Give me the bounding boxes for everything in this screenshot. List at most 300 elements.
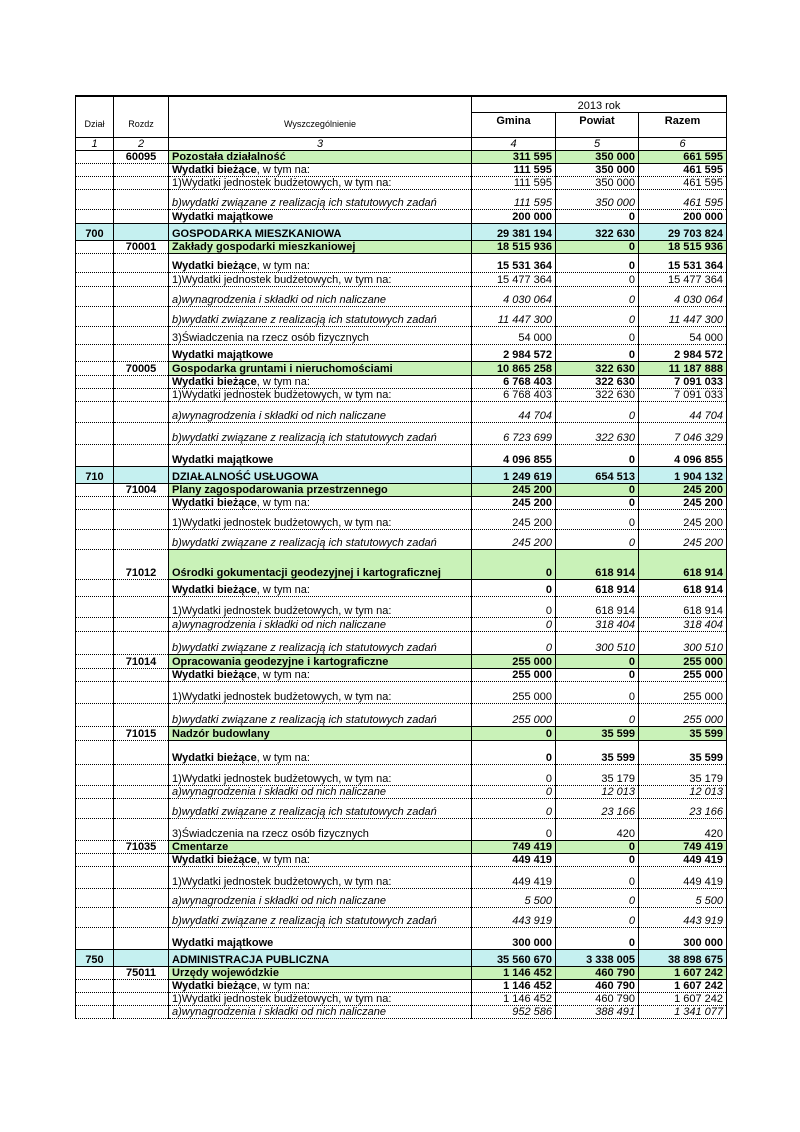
razem-value: 255 000 xyxy=(639,668,727,681)
razem-value: 200 000 xyxy=(639,209,727,223)
description-text: Nadzór budowlany xyxy=(172,727,270,740)
description-text: ADMINISTRACJA PUBLICZNA xyxy=(172,953,330,966)
description-text: GOSPODARKA MIESZKANIOWA xyxy=(172,227,342,240)
description-cell xyxy=(169,388,472,401)
description-cell xyxy=(169,654,472,668)
description-text: 1)Wydatki jednostek budżetowych, w tym na: xyxy=(172,690,392,703)
rozdzial-cell xyxy=(114,818,169,840)
dzial-cell xyxy=(76,654,114,668)
dzial-cell xyxy=(76,150,114,163)
description-cell xyxy=(169,483,472,496)
rozdzial-cell xyxy=(114,422,169,444)
description-text: a)wynagrodzenia i składki od nich naliczane xyxy=(172,1005,387,1018)
rozdzial-cell xyxy=(114,375,169,388)
razem-value: 449 419 xyxy=(639,853,727,866)
table-row xyxy=(76,785,727,798)
gmina-value: 44 704 xyxy=(472,401,556,422)
gmina-value: 18 515 936 xyxy=(472,240,556,253)
gmina-value: 15 531 364 xyxy=(472,253,556,272)
description-cell xyxy=(169,840,472,853)
description-text: Wydatki bieżące xyxy=(172,583,257,596)
razem-value: 749 419 xyxy=(639,840,727,853)
description-text: DZIAŁALNOŚĆ USŁUGOWA xyxy=(172,470,319,483)
rozdzial-row xyxy=(76,654,727,668)
description-text: 1)Wydatki jednostek budżetowych, w tym na: xyxy=(172,992,392,1005)
rozdzial-cell xyxy=(114,286,169,306)
razem-value: 461 595 xyxy=(639,189,727,209)
table-row xyxy=(76,163,727,176)
table-row xyxy=(76,668,727,681)
description-text: Wydatki bieżące xyxy=(172,668,257,681)
description-text: a)wynagrodzenia i składki od nich naliczane xyxy=(172,409,387,422)
table-row xyxy=(76,703,727,726)
table-row xyxy=(76,1005,727,1018)
header-row-year xyxy=(76,96,727,112)
description-suffix: , w tym na: xyxy=(256,496,310,509)
description-cell xyxy=(169,927,472,949)
gmina-value: 0 xyxy=(472,596,556,617)
gmina-value: 255 000 xyxy=(472,668,556,681)
dzial-cell xyxy=(76,286,114,306)
rozdzial-cell: 71012 xyxy=(114,549,169,579)
powiat-value: 0 xyxy=(556,444,639,466)
table-row xyxy=(76,979,727,992)
dzial-cell xyxy=(76,189,114,209)
table-row xyxy=(76,866,727,888)
description-cell xyxy=(169,681,472,703)
powiat-value: 350 000 xyxy=(556,163,639,176)
gmina-value: 952 586 xyxy=(472,1005,556,1018)
gmina-value: 443 919 xyxy=(472,907,556,927)
rozdzial-cell xyxy=(114,306,169,326)
rozdzial-cell xyxy=(114,253,169,272)
dzial-cell xyxy=(76,253,114,272)
description-text: 3)Świadczenia na rzecz osób fizycznych xyxy=(172,331,369,344)
powiat-value: 0 xyxy=(556,344,639,361)
rozdzial-cell xyxy=(114,344,169,361)
col-index: 2 xyxy=(114,137,169,150)
description-suffix: , w tym na: xyxy=(256,751,310,764)
dzial-cell xyxy=(76,272,114,286)
description-text: b)wydatki związane z realizacją ich statutowych zadań xyxy=(172,431,437,444)
gmina-value: 1 146 452 xyxy=(472,992,556,1005)
powiat-value: 0 xyxy=(556,654,639,668)
table-row xyxy=(76,529,727,549)
rozdzial-row xyxy=(76,726,727,740)
col-index: 3 xyxy=(169,137,472,150)
col-rozdz-header: Rozdz xyxy=(114,112,169,137)
dzial-cell xyxy=(76,668,114,681)
description-cell xyxy=(169,785,472,798)
rozdzial-cell xyxy=(114,764,169,785)
description-suffix: , w tym na: xyxy=(256,259,310,272)
gmina-value: 200 000 xyxy=(472,209,556,223)
powiat-value: 322 630 xyxy=(556,223,639,240)
description-cell xyxy=(169,176,472,189)
description-text: Gospodarka gruntami i nieruchomościami xyxy=(172,362,393,375)
gmina-value: 10 865 258 xyxy=(472,361,556,375)
razem-value: 461 595 xyxy=(639,176,727,189)
gmina-value: 111 595 xyxy=(472,189,556,209)
powiat-value: 0 xyxy=(556,509,639,529)
table-row xyxy=(76,189,727,209)
rozdzial-cell xyxy=(114,223,169,240)
gmina-value: 245 200 xyxy=(472,483,556,496)
description-cell xyxy=(169,223,472,240)
powiat-value: 12 013 xyxy=(556,785,639,798)
rozdzial-cell xyxy=(114,209,169,223)
razem-value: 618 914 xyxy=(639,579,727,596)
gmina-value: 0 xyxy=(472,579,556,596)
description-cell xyxy=(169,579,472,596)
table-row xyxy=(76,496,727,509)
razem-value: 1 904 132 xyxy=(639,466,727,483)
rozdzial-cell xyxy=(114,189,169,209)
gmina-value: 11 447 300 xyxy=(472,306,556,326)
table-row xyxy=(76,617,727,631)
powiat-value: 322 630 xyxy=(556,375,639,388)
powiat-value: 0 xyxy=(556,888,639,907)
dzial-cell xyxy=(76,785,114,798)
table-row xyxy=(76,444,727,466)
description-text: Opracowania geodezyjne i kartograficzne xyxy=(172,655,389,668)
description-text: Wydatki bieżące xyxy=(172,163,257,176)
gmina-value: 35 560 670 xyxy=(472,949,556,966)
description-text: Wydatki bieżące xyxy=(172,375,257,388)
dzial-cell xyxy=(76,703,114,726)
rozdzial-cell xyxy=(114,1005,169,1018)
rozdzial-cell xyxy=(114,466,169,483)
description-cell xyxy=(169,740,472,764)
description-text: 1)Wydatki jednostek budżetowych, w tym na: xyxy=(172,875,392,888)
description-cell xyxy=(169,422,472,444)
description-cell xyxy=(169,344,472,361)
dzial-row xyxy=(76,949,727,966)
rozdzial-cell xyxy=(114,927,169,949)
description-text: a)wynagrodzenia i składki od nich naliczane xyxy=(172,894,387,907)
powiat-value: 0 xyxy=(556,326,639,344)
razem-value: 18 515 936 xyxy=(639,240,727,253)
dzial-row xyxy=(76,223,727,240)
table-row xyxy=(76,344,727,361)
table-row xyxy=(76,306,727,326)
rozdzial-cell xyxy=(114,596,169,617)
col-index: 5 xyxy=(556,137,639,150)
rozdzial-cell: 75011 xyxy=(114,966,169,979)
gmina-value: 111 595 xyxy=(472,176,556,189)
description-text: 1)Wydatki jednostek budżetowych, w tym na: xyxy=(172,388,392,401)
dzial-cell xyxy=(76,979,114,992)
gmina-value: 245 200 xyxy=(472,496,556,509)
powiat-value: 350 000 xyxy=(556,176,639,189)
description-cell xyxy=(169,361,472,375)
dzial-cell xyxy=(76,853,114,866)
table-row xyxy=(76,286,727,306)
dzial-cell xyxy=(76,496,114,509)
rozdzial-row xyxy=(76,240,727,253)
powiat-value: 0 xyxy=(556,703,639,726)
rozdzial-cell xyxy=(114,703,169,726)
gmina-value: 255 000 xyxy=(472,703,556,726)
razem-value: 35 599 xyxy=(639,740,727,764)
table-row xyxy=(76,907,727,927)
header-row-columns xyxy=(76,112,727,137)
rozdzial-cell xyxy=(114,388,169,401)
gmina-value: 1 249 619 xyxy=(472,466,556,483)
description-text: b)wydatki związane z realizacją ich statutowych zadań xyxy=(172,805,437,818)
description-cell xyxy=(169,798,472,818)
dzial-cell xyxy=(76,163,114,176)
description-cell xyxy=(169,286,472,306)
dzial-cell xyxy=(76,388,114,401)
description-text: a)wynagrodzenia i składki od nich naliczane xyxy=(172,293,387,306)
description-text: a)wynagrodzenia i składki od nich naliczane xyxy=(172,785,387,798)
description-cell xyxy=(169,949,472,966)
description-cell xyxy=(169,979,472,992)
razem-value: 4 030 064 xyxy=(639,286,727,306)
gmina-value: 6 768 403 xyxy=(472,388,556,401)
dzial-cell xyxy=(76,596,114,617)
description-text: 1)Wydatki jednostek budżetowych, w tym na: xyxy=(172,176,392,189)
description-text: Wydatki majątkowe xyxy=(172,453,274,466)
description-text: Ośrodki gokumentacji geodezyjnej i kartograficznej xyxy=(172,566,441,579)
rozdzial-cell xyxy=(114,798,169,818)
description-text: Urzędy wojewódzkie xyxy=(172,966,279,979)
table-row xyxy=(76,579,727,596)
gmina-value: 245 200 xyxy=(472,509,556,529)
rozdzial-cell: 71004 xyxy=(114,483,169,496)
description-text: Zakłady gospodarki mieszkaniowej xyxy=(172,240,356,253)
rozdzial-cell xyxy=(114,888,169,907)
gmina-value: 300 000 xyxy=(472,927,556,949)
dzial-cell xyxy=(76,209,114,223)
description-cell xyxy=(169,966,472,979)
gmina-value: 1 146 452 xyxy=(472,966,556,979)
gmina-value: 15 477 364 xyxy=(472,272,556,286)
rozdzial-cell: 71035 xyxy=(114,840,169,853)
description-text: 1)Wydatki jednostek budżetowych, w tym na: xyxy=(172,772,392,785)
razem-value: 300 000 xyxy=(639,927,727,949)
description-text: Plany zagospodarowania przestrzennego xyxy=(172,483,388,496)
rozdzial-cell xyxy=(114,163,169,176)
description-cell xyxy=(169,888,472,907)
powiat-value: 35 179 xyxy=(556,764,639,785)
powiat-value: 460 790 xyxy=(556,966,639,979)
razem-value: 44 704 xyxy=(639,401,727,422)
col-razem-header: Razem xyxy=(639,112,727,137)
description-cell xyxy=(169,240,472,253)
gmina-value: 449 419 xyxy=(472,853,556,866)
dzial-cell xyxy=(76,907,114,927)
dzial-cell xyxy=(76,361,114,375)
description-text: Wydatki bieżące xyxy=(172,853,257,866)
gmina-value: 4 096 855 xyxy=(472,444,556,466)
rozdzial-row xyxy=(76,150,727,163)
dzial-cell xyxy=(76,306,114,326)
table-row xyxy=(76,272,727,286)
razem-value: 7 091 033 xyxy=(639,388,727,401)
description-cell xyxy=(169,253,472,272)
table-row xyxy=(76,596,727,617)
rozdzial-cell xyxy=(114,579,169,596)
gmina-value: 0 xyxy=(472,764,556,785)
rozdzial-cell xyxy=(114,509,169,529)
razem-value: 35 179 xyxy=(639,764,727,785)
powiat-value: 420 xyxy=(556,818,639,840)
description-cell xyxy=(169,992,472,1005)
table-row xyxy=(76,888,727,907)
table-row xyxy=(76,388,727,401)
powiat-value: 0 xyxy=(556,668,639,681)
gmina-value: 255 000 xyxy=(472,654,556,668)
rozdzial-cell xyxy=(114,853,169,866)
gmina-value: 245 200 xyxy=(472,529,556,549)
rozdzial-cell xyxy=(114,907,169,927)
description-text: b)wydatki związane z realizacją ich statutowych zadań xyxy=(172,641,437,654)
col-index: 1 xyxy=(76,137,114,150)
dzial-cell xyxy=(76,401,114,422)
description-text: Wydatki majątkowe xyxy=(172,348,274,361)
rozdzial-cell: 71015 xyxy=(114,726,169,740)
powiat-value: 460 790 xyxy=(556,979,639,992)
description-suffix: , w tym na: xyxy=(256,979,310,992)
description-text: a)wynagrodzenia i składki od nich naliczane xyxy=(172,618,387,631)
razem-value: 443 919 xyxy=(639,907,727,927)
description-suffix: , w tym na: xyxy=(256,853,310,866)
col-dzial-header: Dział xyxy=(76,112,114,137)
powiat-value: 460 790 xyxy=(556,992,639,1005)
table-row xyxy=(76,927,727,949)
table-row xyxy=(76,326,727,344)
dzial-cell xyxy=(76,681,114,703)
razem-value: 245 200 xyxy=(639,529,727,549)
description-text: Wydatki bieżące xyxy=(172,496,257,509)
description-text: 1)Wydatki jednostek budżetowych, w tym na: xyxy=(172,516,392,529)
razem-value: 420 xyxy=(639,818,727,840)
razem-value: 300 510 xyxy=(639,631,727,654)
gmina-value: 0 xyxy=(472,798,556,818)
dzial-cell: 700 xyxy=(76,223,114,240)
razem-value: 35 599 xyxy=(639,726,727,740)
dzial-cell xyxy=(76,444,114,466)
description-suffix: , w tym na: xyxy=(256,668,310,681)
rozdzial-row xyxy=(76,966,727,979)
description-cell xyxy=(169,818,472,840)
table-row xyxy=(76,992,727,1005)
gmina-value: 255 000 xyxy=(472,681,556,703)
razem-value: 461 595 xyxy=(639,163,727,176)
rozdzial-cell: 71014 xyxy=(114,654,169,668)
razem-value: 7 091 033 xyxy=(639,375,727,388)
description-cell xyxy=(169,907,472,927)
table-row xyxy=(76,798,727,818)
description-cell xyxy=(169,444,472,466)
razem-value: 11 447 300 xyxy=(639,306,727,326)
description-text: Pozostała działalność xyxy=(172,150,286,163)
description-text: b)wydatki związane z realizacją ich statutowych zadań xyxy=(172,196,437,209)
description-cell xyxy=(169,375,472,388)
razem-value: 255 000 xyxy=(639,654,727,668)
rozdzial-cell xyxy=(114,992,169,1005)
description-text: Wydatki bieżące xyxy=(172,259,257,272)
budget-table xyxy=(75,95,727,1019)
powiat-value: 0 xyxy=(556,496,639,509)
table-row xyxy=(76,681,727,703)
description-text: Wydatki majątkowe xyxy=(172,210,274,223)
razem-value: 4 096 855 xyxy=(639,444,727,466)
description-cell xyxy=(169,509,472,529)
description-cell xyxy=(169,866,472,888)
razem-value: 1 607 242 xyxy=(639,992,727,1005)
gmina-value: 6 723 699 xyxy=(472,422,556,444)
rozdzial-row xyxy=(76,483,727,496)
description-text: b)wydatki związane z realizacją ich statutowych zadań xyxy=(172,914,437,927)
description-cell xyxy=(169,529,472,549)
powiat-value: 388 491 xyxy=(556,1005,639,1018)
powiat-value: 0 xyxy=(556,681,639,703)
rozdzial-cell xyxy=(114,979,169,992)
powiat-value: 618 914 xyxy=(556,596,639,617)
gmina-value: 0 xyxy=(472,549,556,579)
powiat-value: 0 xyxy=(556,840,639,853)
description-cell xyxy=(169,617,472,631)
col-index: 6 xyxy=(639,137,727,150)
powiat-value: 618 914 xyxy=(556,549,639,579)
description-text: 1)Wydatki jednostek budżetowych, w tym na: xyxy=(172,273,392,286)
powiat-value: 350 000 xyxy=(556,189,639,209)
razem-value: 245 200 xyxy=(639,496,727,509)
rozdzial-cell xyxy=(114,866,169,888)
razem-value: 7 046 329 xyxy=(639,422,727,444)
description-cell xyxy=(169,631,472,654)
gmina-value: 311 595 xyxy=(472,150,556,163)
powiat-value: 0 xyxy=(556,927,639,949)
gmina-value: 54 000 xyxy=(472,326,556,344)
table-row xyxy=(76,422,727,444)
gmina-value: 1 146 452 xyxy=(472,979,556,992)
rozdzial-cell xyxy=(114,496,169,509)
powiat-value: 23 166 xyxy=(556,798,639,818)
razem-value: 255 000 xyxy=(639,703,727,726)
gmina-value: 449 419 xyxy=(472,866,556,888)
dzial-cell xyxy=(76,764,114,785)
gmina-value: 749 419 xyxy=(472,840,556,853)
description-text: Wydatki majątkowe xyxy=(172,936,274,949)
year-header: 2013 rok xyxy=(472,96,727,112)
rozdzial-cell: 60095 xyxy=(114,150,169,163)
gmina-value: 0 xyxy=(472,631,556,654)
gmina-value: 0 xyxy=(472,785,556,798)
powiat-value: 300 510 xyxy=(556,631,639,654)
powiat-value: 350 000 xyxy=(556,150,639,163)
dzial-row xyxy=(76,466,727,483)
razem-value: 12 013 xyxy=(639,785,727,798)
description-cell xyxy=(169,549,472,579)
razem-value: 245 200 xyxy=(639,483,727,496)
rozdzial-cell xyxy=(114,668,169,681)
description-cell xyxy=(169,596,472,617)
razem-value: 618 914 xyxy=(639,549,727,579)
rozdzial-cell xyxy=(114,272,169,286)
powiat-value: 318 404 xyxy=(556,617,639,631)
table-row xyxy=(76,818,727,840)
description-text: b)wydatki związane z realizacją ich statutowych zadań xyxy=(172,536,437,549)
dzial-cell xyxy=(76,344,114,361)
description-text: Wydatki bieżące xyxy=(172,979,257,992)
powiat-value: 35 599 xyxy=(556,740,639,764)
description-cell xyxy=(169,668,472,681)
razem-value: 15 531 364 xyxy=(639,253,727,272)
